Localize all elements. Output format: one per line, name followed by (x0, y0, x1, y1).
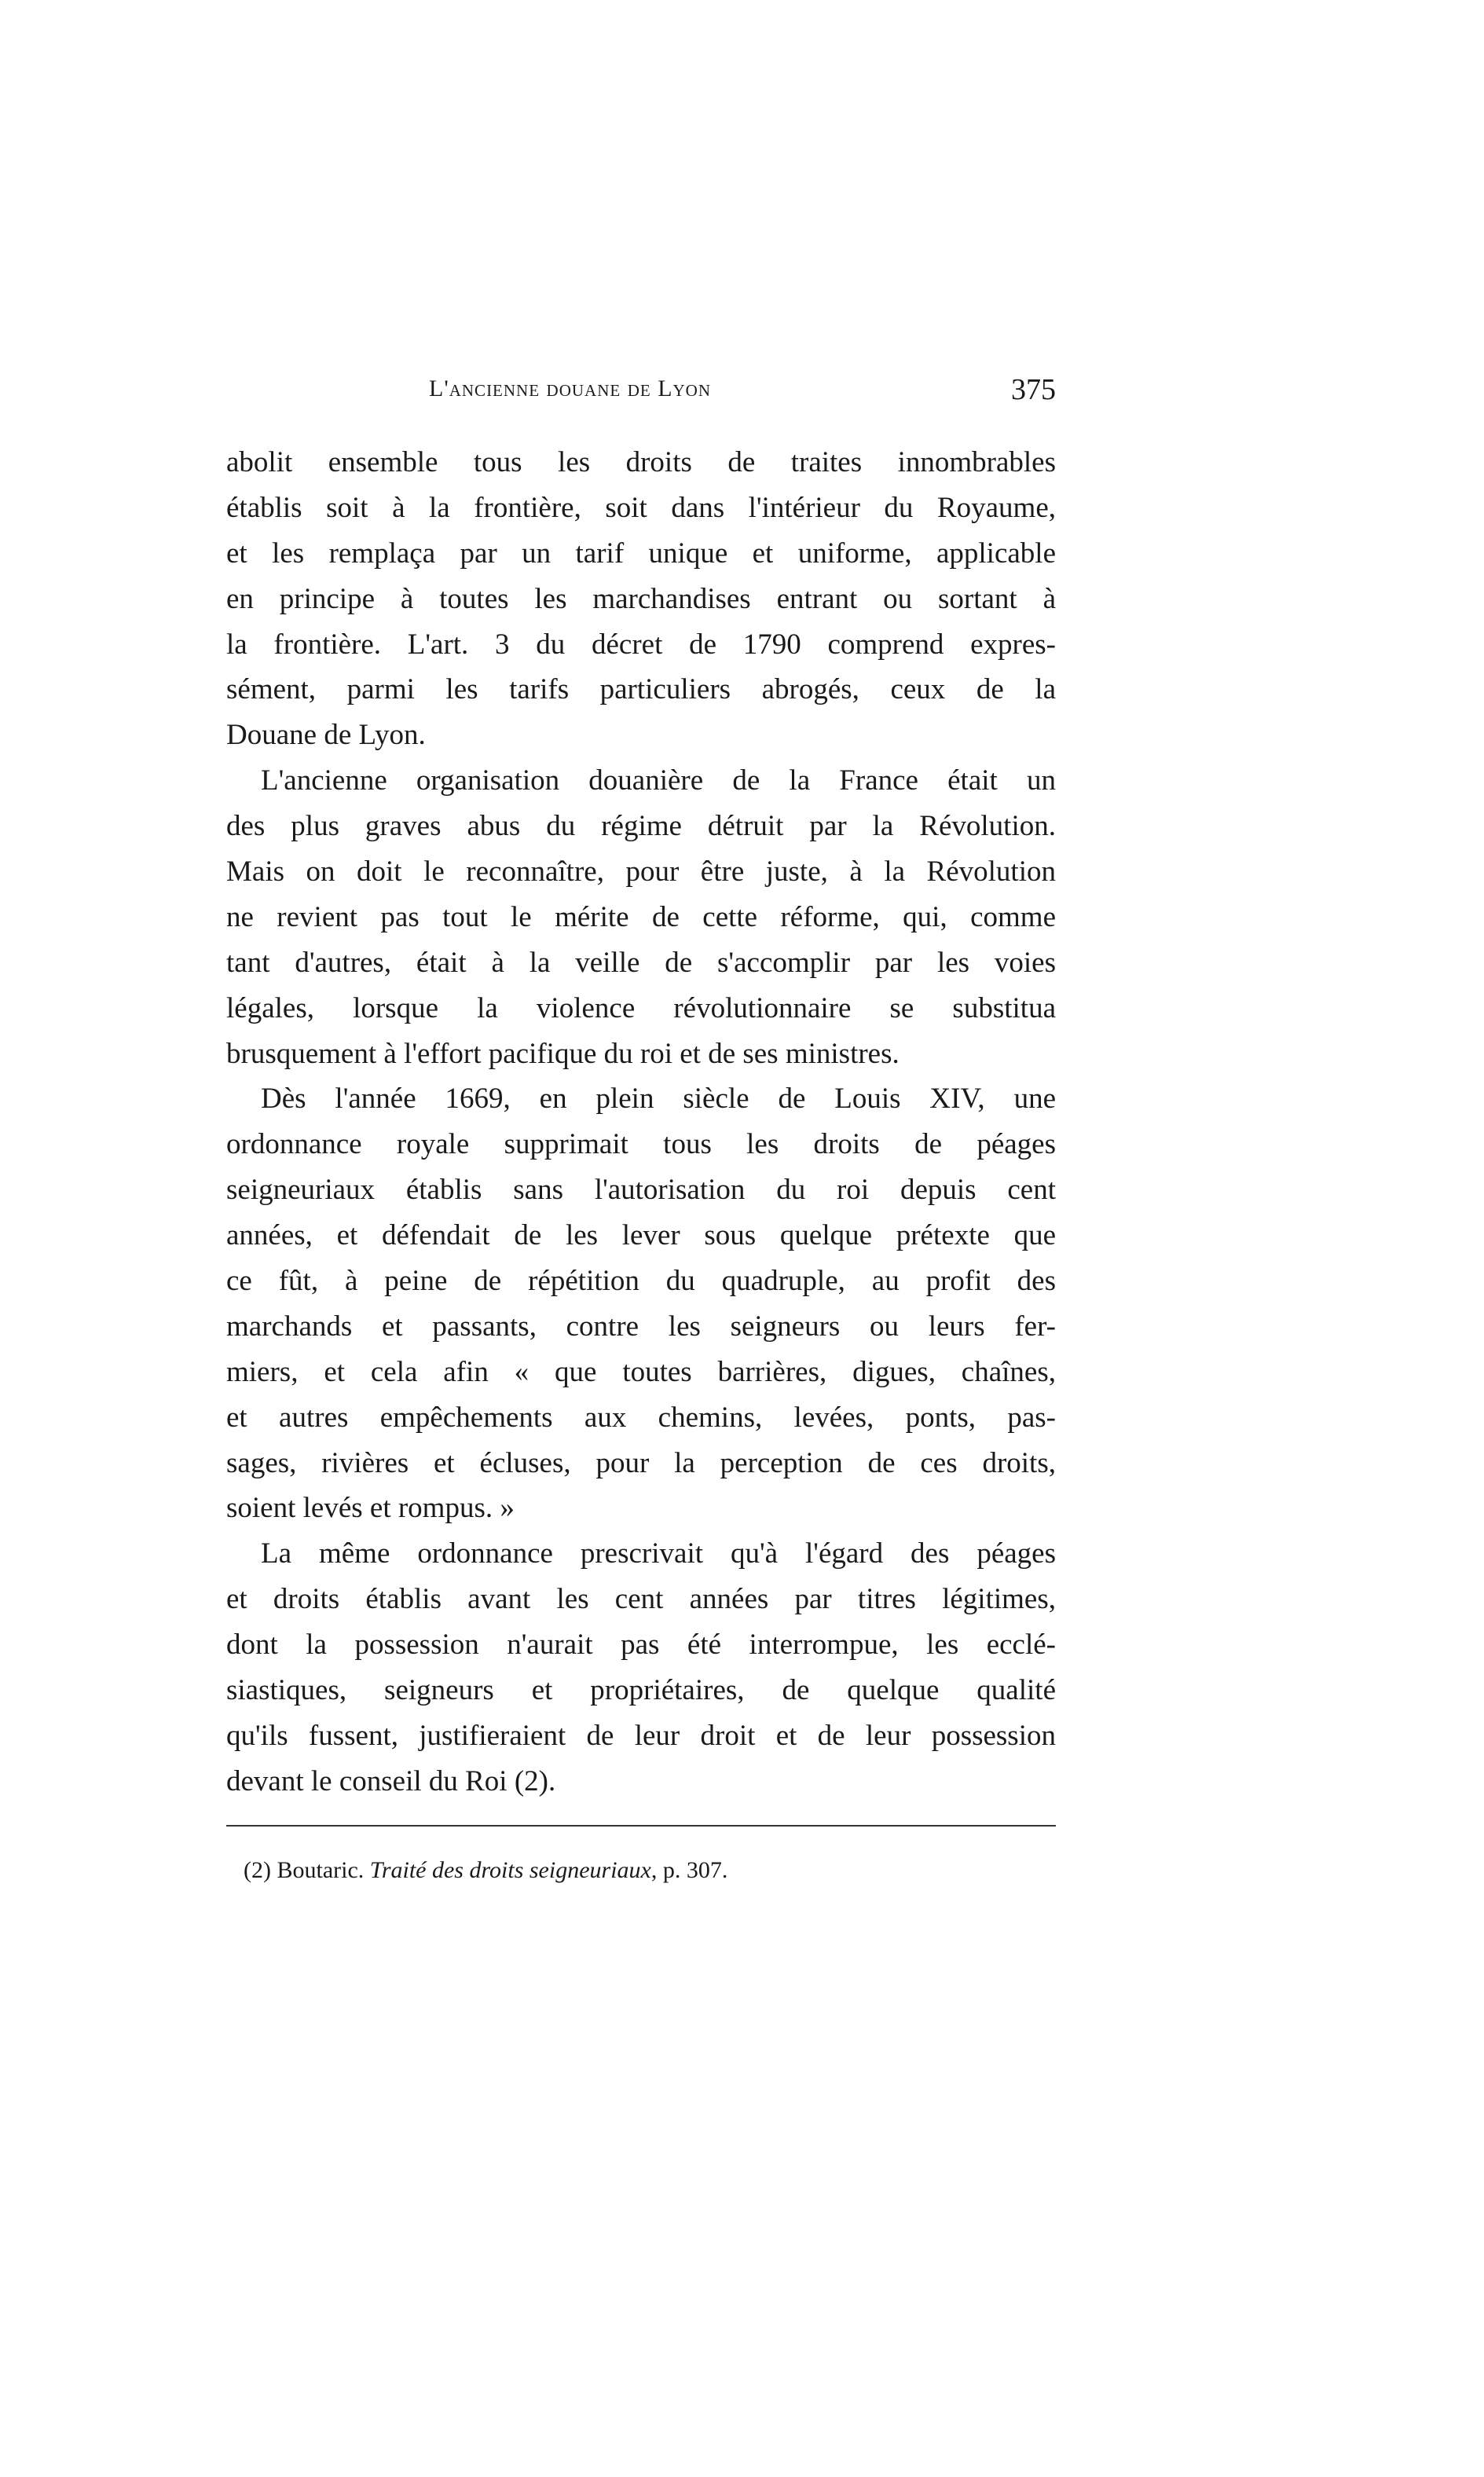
text-line: miers, et cela afin « que toutes barrières, digues, chaînes, (226, 1355, 1056, 1388)
text-line: ordonnance royale supprimait tous les droits de péages (226, 1128, 1056, 1161)
text-line: tant d'autres, était à la veille de s'accomplir par les voies (226, 946, 1056, 979)
text-line: devant le conseil du Roi (2). (226, 1764, 556, 1797)
footnote-author: Boutaric. (277, 1857, 365, 1883)
text-line: sément, parmi les tarifs particuliers abrogés, ceux de la (226, 673, 1056, 706)
text-line: dont la possession n'aurait pas été interrompue, les ecclé- (226, 1629, 1056, 1662)
text-line: la frontière. L'art. 3 du décret de 1790 comprend expres- (226, 628, 1056, 661)
paragraph (226, 1076, 1056, 1531)
text-line: qu'ils fussent, justifieraient de leur droit et de leur possession (226, 1719, 1056, 1752)
text-line: en principe à toutes les marchandises entrant ou sortant à (226, 582, 1056, 615)
paragraph (226, 440, 1056, 758)
text-line: sages, rivières et écluses, pour la perception de ces droits, (226, 1446, 1056, 1479)
footnote-title: Traité des droits seigneuriaux (369, 1857, 651, 1883)
footnote-page: , p. 307. (650, 1857, 728, 1883)
footnote-marker: (2) (244, 1857, 271, 1883)
text-line: marchands et passants, contre les seigneurs ou leurs fer- (226, 1310, 1056, 1343)
text-line: La même ordonnance prescrivait qu'à l'égard des péages (261, 1537, 1056, 1570)
text-line: établis soit à la frontière, soit dans l'intérieur du Royaume, (226, 491, 1056, 524)
paragraph (226, 758, 1056, 1076)
text-line: Dès l'année 1669, en plein siècle de Louis XIV, une (261, 1083, 1056, 1116)
running-title: L'ancienne douane de Lyon (429, 376, 712, 401)
page-number: 375 (1011, 373, 1056, 406)
text-line: L'ancienne organisation douanière de la France était un (261, 764, 1056, 797)
text-line: légales, lorsque la violence révolutionnaire se substitua (226, 991, 1056, 1024)
text-line: Mais on doit le reconnaître, pour être juste, à la Révolution (226, 856, 1056, 889)
text-line: siastiques, seigneurs et propriétaires, de quelque qualité (226, 1674, 1056, 1707)
paragraph (226, 1531, 1056, 1804)
text-line: Douane de Lyon. (226, 719, 426, 752)
text-line: ce fût, à peine de répétition du quadruple, au profit des (226, 1265, 1056, 1298)
text-line: ne revient pas tout le mérite de cette réforme, qui, comme (226, 900, 1056, 933)
text-line: seigneuriaux établis sans l'autorisation du roi depuis cent (226, 1174, 1056, 1207)
footnote (244, 1857, 727, 1884)
text-line: abolit ensemble tous les droits de traites innombrables (226, 446, 1056, 478)
body-text (226, 440, 1056, 1805)
text-line: années, et défendait de les lever sous quelque prétexte que (226, 1219, 1056, 1252)
text-line: soient levés et rompus. » (226, 1492, 515, 1525)
running-head (226, 373, 1056, 413)
text-line: brusquement à l'effort pacifique du roi et de ses ministres. (226, 1037, 900, 1070)
footnote-divider (226, 1825, 1056, 1827)
text-line: et autres empêchements aux chemins, levées, ponts, pas- (226, 1401, 1056, 1434)
text-line: et droits établis avant les cent années par titres légitimes, (226, 1583, 1056, 1616)
text-line: des plus graves abus du régime détruit par la Révolution. (226, 810, 1056, 843)
text-line: et les remplaça par un tarif unique et uniforme, applicable (226, 537, 1056, 570)
